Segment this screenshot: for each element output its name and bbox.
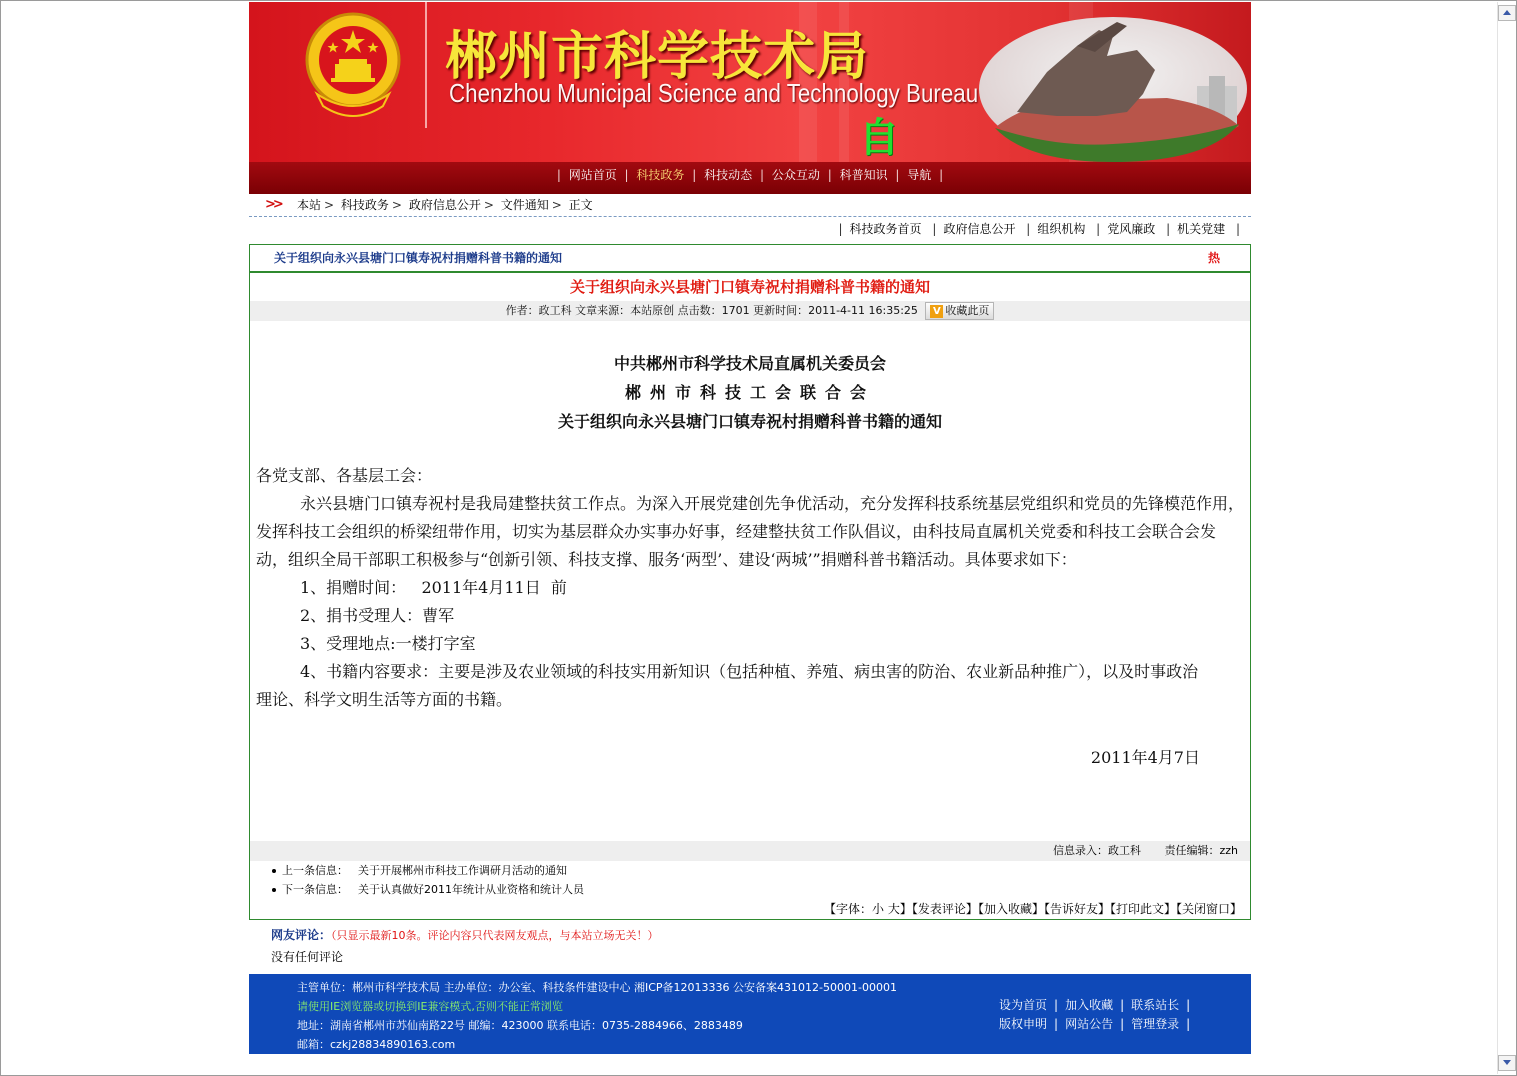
- favorite-icon: V: [930, 305, 943, 318]
- next-label: 下一条信息：: [282, 883, 348, 896]
- next-item: [282, 880, 1250, 899]
- requirement-item: 3、受理地点:一楼打字室: [300, 634, 476, 653]
- contact-admin-link[interactable]: 联系站长: [1131, 998, 1180, 1012]
- favorite-label: 收藏此页: [945, 304, 990, 317]
- article-box-header: [250, 245, 1250, 273]
- article-tools: [250, 899, 1250, 919]
- footer-links-row: [999, 1015, 1197, 1034]
- announcement-link[interactable]: 网站公告: [1065, 1017, 1114, 1031]
- entry-info: [250, 841, 1250, 861]
- nav-separator: |: [624, 168, 629, 182]
- comments-header: [249, 924, 1251, 946]
- subnav-item[interactable]: 组织机构: [1037, 222, 1086, 236]
- breadcrumb-separator: >: [551, 198, 562, 212]
- double-arrow-icon: >>: [265, 197, 281, 212]
- footer-browser-warning: 请使用IE浏览器或切换到IE兼容模式,否则不能正常浏览: [297, 1000, 563, 1013]
- subnav-item[interactable]: 机关党建: [1177, 222, 1226, 236]
- font-small-link[interactable]: 小: [872, 902, 885, 916]
- copyright-link[interactable]: 版权申明: [999, 1017, 1048, 1031]
- footer-links-row: [999, 996, 1197, 1015]
- down-arrow-icon: [1503, 1060, 1511, 1065]
- salutation: 各党支部、各基层工会：: [256, 466, 433, 485]
- nav-separator: |: [692, 168, 697, 182]
- nav-separator: |: [827, 168, 832, 182]
- document-title: 关于组织向永兴县塘门口镇寿祝村捐赠科普书籍的通知: [557, 412, 942, 431]
- footer-separator: |: [1186, 1017, 1191, 1031]
- add-favorite-link[interactable]: 加入收藏: [1065, 998, 1114, 1012]
- banner-divider: [425, 2, 427, 128]
- prev-next-list: [250, 861, 1250, 899]
- up-arrow-icon: [1503, 10, 1511, 15]
- prev-link[interactable]: 关于开展郴州市科技工作调研月活动的通知: [358, 864, 567, 877]
- favorite-button[interactable]: [925, 302, 994, 320]
- article-meta-text: 作者：政工科 文章来源：本站原创 点击数：1701 更新时间：2011-4-11 16:35:25: [505, 304, 918, 317]
- article-meta: [250, 301, 1250, 321]
- requirement-item: 1、捐赠时间： 2011年4月11日 前: [300, 578, 567, 597]
- post-comment-link[interactable]: 【发表评论】: [911, 902, 978, 916]
- document-date: 2011年4月7日: [1090, 748, 1200, 767]
- body-paragraph: 永兴县塘门口镇寿祝村是我局建整扶贫工作点。为深入开展党建创先争优活动，充分发挥科技系统基层党组织和党员的先锋模范作用，发挥科技工会组织的桥梁纽带作用，切实为基层群众办实事办好事，经建整扶贫工作队倡议，由科技局直属机关党委和科技工会联合会发动，组织全局干部职工积极参与“创新引领、科技支撑、服务‘两型’、建设‘两城’”捐赠科普书籍活动。具体要求如下：: [256, 494, 1245, 569]
- requirement-item: 4、书籍内容要求：主要是涉及农业领域的科技实用新知识（包括种植、养殖、病虫害的防治、农业新品种推广），以及时事政治理论、科学文明生活等方面的书籍。: [256, 662, 1199, 709]
- sculpture-photo: [977, 16, 1249, 162]
- breadcrumb-separator: >: [324, 198, 335, 212]
- footer-separator: |: [1186, 998, 1191, 1012]
- requirement-item: 2、捐书受理人：曹军: [300, 606, 455, 625]
- tell-friend-link[interactable]: 【告诉好友】: [1043, 902, 1110, 916]
- comments-note: （只显示最新10条。评论内容只代表网友观点，与本站立场无关！）: [331, 929, 659, 942]
- article-title: 关于组织向永兴县塘门口镇寿祝村捐赠科普书籍的通知: [569, 278, 930, 296]
- admin-login-link[interactable]: 管理登录: [1131, 1017, 1180, 1031]
- document-header: [256, 349, 1244, 436]
- breadcrumb-separator: >: [391, 198, 402, 212]
- breadcrumb-item[interactable]: 科技政务: [340, 198, 389, 212]
- set-homepage-link[interactable]: 设为首页: [999, 998, 1048, 1012]
- nav-item-interaction[interactable]: 公众互动: [771, 168, 820, 182]
- subnav-separator: |: [838, 222, 843, 236]
- vertical-scrollbar[interactable]: [1497, 2, 1516, 1074]
- next-link[interactable]: 关于认真做好2011年统计从业资格和统计人员: [358, 883, 584, 896]
- prev-label: 上一条信息：: [282, 864, 348, 877]
- subnav-separator: |: [1096, 222, 1101, 236]
- hot-badge: 热: [1207, 251, 1220, 265]
- nav-separator: |: [939, 168, 944, 182]
- breadcrumb: [249, 194, 1251, 217]
- comments-heading: 网友评论：: [271, 928, 332, 942]
- nav-item-navigation[interactable]: 导航: [907, 168, 932, 182]
- subnav-item[interactable]: 党风廉政: [1107, 222, 1156, 236]
- banner-green-glyph: 自: [859, 115, 899, 161]
- article-box: [249, 244, 1251, 920]
- font-size-suffix: 】: [899, 902, 912, 916]
- breadcrumb-item[interactable]: 本站: [297, 198, 322, 212]
- nav-item-science[interactable]: 科普知识: [839, 168, 888, 182]
- nav-item-home[interactable]: 网站首页: [568, 168, 617, 182]
- subnav-separator: |: [1235, 222, 1240, 236]
- site-banner: [249, 2, 1251, 162]
- sub-nav: [249, 217, 1251, 241]
- entered-by: 信息录入：政工科: [1052, 844, 1141, 857]
- breadcrumb-item: 正文: [568, 198, 593, 212]
- site-title-english: Chenzhou Municipal Science and Technology Bureau: [449, 78, 979, 108]
- footer-links: [999, 996, 1197, 1034]
- issuer-line: 郴州市科技工会联合会: [624, 383, 875, 402]
- footer-separator: |: [1054, 998, 1059, 1012]
- footer-separator: |: [1054, 1017, 1059, 1031]
- nav-separator: |: [759, 168, 765, 182]
- site-title: 郴州市科学技术局: [445, 27, 870, 87]
- breadcrumb-separator: >: [483, 198, 494, 212]
- footer-email: 邮箱：czkj28834890163.com: [297, 1038, 456, 1051]
- footer-separator: |: [1120, 1017, 1125, 1031]
- main-nav: [249, 162, 1251, 194]
- breadcrumb-item[interactable]: 文件通知: [500, 198, 549, 212]
- add-bookmark-link[interactable]: 【加入收藏】: [977, 902, 1044, 916]
- footer-separator: |: [1120, 998, 1125, 1012]
- footer-address: 地址：湖南省郴州市苏仙南路22号 邮编：423000 联系电话：0735-2884966、2883489: [297, 1019, 743, 1032]
- subnav-separator: |: [1026, 222, 1031, 236]
- page: [249, 2, 1251, 1054]
- subnav-separator: |: [1166, 222, 1171, 236]
- font-size-prefix: 【字体：: [824, 902, 873, 916]
- nav-separator: |: [556, 168, 561, 182]
- nav-item-gov-affairs[interactable]: 科技政务: [636, 168, 685, 182]
- national-emblem-icon: [303, 8, 403, 128]
- scroll-down-button[interactable]: [1498, 1055, 1516, 1071]
- site-footer: [249, 974, 1251, 1054]
- article-content: [250, 321, 1250, 841]
- nav-separator: |: [895, 168, 900, 182]
- footer-sponsor: 主管单位：郴州市科学技术局 主办单位：办公室、科技条件建设中心 湘ICP备12013336 公安备案431012-50001-00001: [297, 981, 897, 994]
- article-box-title: 关于组织向永兴县塘门口镇寿祝村捐赠科普书籍的通知: [274, 251, 563, 265]
- scroll-up-button[interactable]: [1498, 5, 1516, 21]
- font-large-link[interactable]: 大: [887, 902, 900, 916]
- prev-item: [282, 861, 1250, 880]
- responsible-editor: 责任编辑：zzh: [1164, 844, 1238, 857]
- footer-info: [297, 978, 897, 1054]
- close-window-link[interactable]: 【关闭窗口】: [1175, 902, 1242, 916]
- print-link[interactable]: 【打印此文】: [1109, 902, 1176, 916]
- subnav-item[interactable]: 科技政务首页: [849, 222, 922, 236]
- subnav-item[interactable]: 政府信息公开: [943, 222, 1016, 236]
- breadcrumb-item[interactable]: 政府信息公开: [408, 198, 481, 212]
- nav-item-news[interactable]: 科技动态: [704, 168, 753, 182]
- subnav-separator: |: [932, 222, 937, 236]
- no-comments: 没有任何评论: [271, 950, 344, 964]
- issuer-line: 中共郴州市科学技术局直属机关委员会: [613, 354, 886, 373]
